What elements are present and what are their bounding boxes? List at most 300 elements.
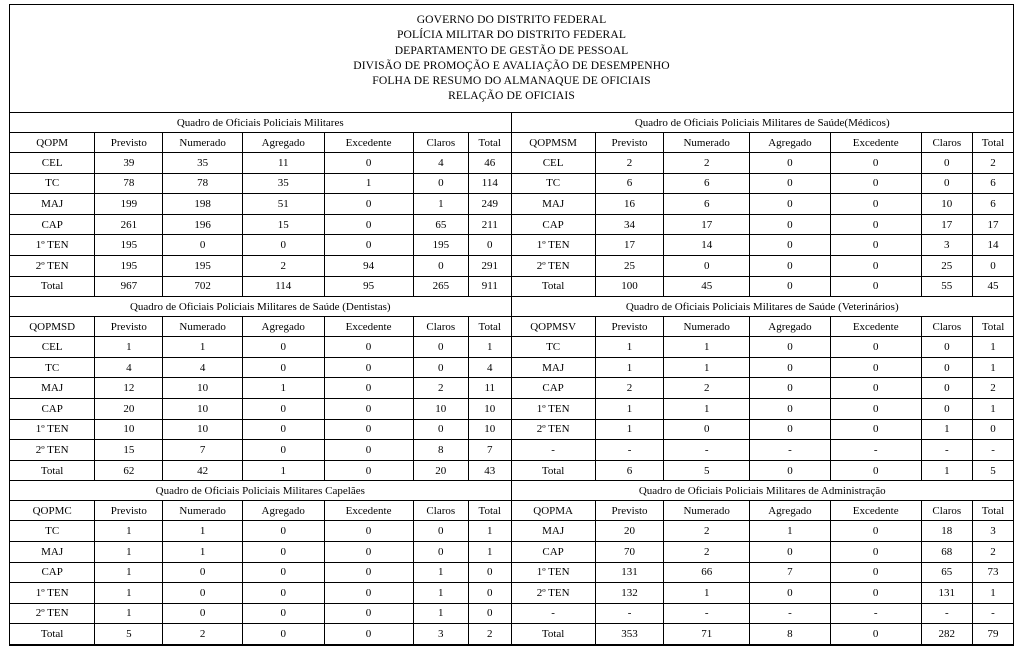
table-cell: 195 xyxy=(163,255,243,276)
table-cell: 78 xyxy=(163,173,243,194)
table-cell: - xyxy=(921,440,972,461)
table-cell: - xyxy=(595,440,664,461)
table-cell: - xyxy=(921,603,972,624)
table-cell: 5 xyxy=(973,460,1013,481)
column-header: Previsto xyxy=(95,317,163,337)
table-cell: 0 xyxy=(324,624,413,645)
table-cell: 702 xyxy=(163,276,243,297)
table-cell: 1 xyxy=(95,583,163,604)
column-header: Numerado xyxy=(163,501,243,521)
table-cell: 10 xyxy=(163,398,243,419)
table-cell: 1º TEN xyxy=(10,583,95,604)
table-cell: 282 xyxy=(921,624,972,645)
table-cell: 2 xyxy=(664,521,750,542)
table-cell: CAP xyxy=(10,214,95,235)
table-cell: 1 xyxy=(413,562,468,583)
table-qopmsd xyxy=(10,296,511,481)
table-cell: 16 xyxy=(595,194,664,215)
table-row xyxy=(512,583,1014,604)
table-cell: 3 xyxy=(973,521,1013,542)
table-cell: 6 xyxy=(595,460,664,481)
table-cell: 0 xyxy=(750,541,831,562)
table-cell: 6 xyxy=(973,173,1013,194)
column-header: Claros xyxy=(921,501,972,521)
table-cell: 11 xyxy=(242,153,324,174)
table-cell: 2 xyxy=(973,153,1013,174)
table-cell: 1 xyxy=(163,541,243,562)
column-header: Previsto xyxy=(95,133,163,153)
table-cell: 25 xyxy=(595,255,664,276)
table-cell: 0 xyxy=(242,235,324,256)
table-cell: 10 xyxy=(413,398,468,419)
table-cell: 0 xyxy=(163,562,243,583)
column-header: Agregado xyxy=(242,317,324,337)
table-cell: 1º TEN xyxy=(512,235,596,256)
column-header: Previsto xyxy=(95,501,163,521)
table-cell: 79 xyxy=(973,624,1013,645)
column-header: Excedente xyxy=(830,133,921,153)
table-cell: 2 xyxy=(595,378,664,399)
table-cell: 10 xyxy=(469,398,511,419)
table-cell: 6 xyxy=(664,173,750,194)
table-cell: 1 xyxy=(469,541,511,562)
table-cell: 0 xyxy=(830,276,921,297)
table-qopmc xyxy=(10,480,511,645)
table-row xyxy=(10,398,511,419)
table-cell: 0 xyxy=(830,194,921,215)
table-cell: 0 xyxy=(830,419,921,440)
table-cell: 0 xyxy=(413,255,468,276)
table-cell: Total xyxy=(512,624,596,645)
table-cell: 0 xyxy=(469,562,511,583)
table-cell: 8 xyxy=(413,440,468,461)
table-cell: 7 xyxy=(750,562,831,583)
column-header: Previsto xyxy=(595,501,664,521)
table-row xyxy=(10,255,511,276)
header-line-department: DEPARTAMENTO DE GESTÃO DE PESSOAL xyxy=(394,43,629,57)
table-cell: 0 xyxy=(242,583,324,604)
table-cell: 62 xyxy=(95,460,163,481)
table-cell: 6 xyxy=(973,194,1013,215)
table-cell: - xyxy=(750,440,831,461)
table-row xyxy=(512,255,1014,276)
table-row xyxy=(512,194,1014,215)
table-cell: 2 xyxy=(469,624,511,645)
column-header: Agregado xyxy=(750,501,831,521)
table-cell: 131 xyxy=(921,583,972,604)
table-cell: 42 xyxy=(163,460,243,481)
table-cell: 2º TEN xyxy=(10,603,95,624)
table-cell: CEL xyxy=(10,153,95,174)
column-header: QOPMSM xyxy=(512,133,596,153)
table-row xyxy=(10,541,511,562)
table-cell: 1 xyxy=(973,398,1013,419)
table-row xyxy=(10,624,511,645)
table-cell: 198 xyxy=(163,194,243,215)
column-header: Numerado xyxy=(664,133,750,153)
table-cell: 2 xyxy=(163,624,243,645)
table-row xyxy=(512,521,1014,542)
table-cell: 1 xyxy=(413,583,468,604)
table-cell: 0 xyxy=(324,235,413,256)
table-cell: 0 xyxy=(664,419,750,440)
table-cell: 0 xyxy=(324,214,413,235)
table-cell: 0 xyxy=(324,194,413,215)
tables-grid xyxy=(10,113,1013,645)
table-cell: 2 xyxy=(595,153,664,174)
table-cell: 2º TEN xyxy=(10,255,95,276)
table-cell: 20 xyxy=(595,521,664,542)
table-qopmsv xyxy=(512,296,1014,481)
table-cell: 65 xyxy=(413,214,468,235)
table-cell: 15 xyxy=(95,440,163,461)
column-header: Previsto xyxy=(595,317,664,337)
table-cell: 0 xyxy=(921,357,972,378)
table-cell: 6 xyxy=(664,194,750,215)
table-cell: 1 xyxy=(664,357,750,378)
table-cell: 5 xyxy=(95,624,163,645)
table-cell: 10 xyxy=(163,419,243,440)
table-cell: 0 xyxy=(973,419,1013,440)
table-cell: 0 xyxy=(242,521,324,542)
header-line-division: DIVISÃO DE PROMOÇÃO E AVALIAÇÃO DE DESEMPENHO xyxy=(353,58,670,72)
table-cell: 132 xyxy=(595,583,664,604)
table-cell: 20 xyxy=(413,460,468,481)
table-row xyxy=(512,357,1014,378)
table-cell: CAP xyxy=(512,541,596,562)
table-cell: 199 xyxy=(95,194,163,215)
table-cell: 95 xyxy=(324,276,413,297)
table-cell: 0 xyxy=(324,562,413,583)
table-row xyxy=(512,624,1014,645)
table-cell: 0 xyxy=(830,624,921,645)
table-cell: 1 xyxy=(595,337,664,358)
table-cell: - xyxy=(664,603,750,624)
table-row xyxy=(512,214,1014,235)
table-cell: 94 xyxy=(324,255,413,276)
table-cell: TC xyxy=(10,173,95,194)
table-cell: 0 xyxy=(163,603,243,624)
table-cell: CAP xyxy=(512,214,596,235)
table-cell: 18 xyxy=(921,521,972,542)
table-cell: TC xyxy=(512,337,596,358)
table-cell: 353 xyxy=(595,624,664,645)
table-cell: Total xyxy=(10,276,95,297)
column-header: Claros xyxy=(413,501,468,521)
column-header: Agregado xyxy=(242,501,324,521)
table-cell: 1 xyxy=(95,337,163,358)
table-cell: 1 xyxy=(242,378,324,399)
table-cell: - xyxy=(830,603,921,624)
table-title: Quadro de Oficiais Policiais Militares Capelães xyxy=(10,481,511,501)
table-cell: 0 xyxy=(242,337,324,358)
table-cell: 14 xyxy=(664,235,750,256)
table-cell: 1 xyxy=(95,521,163,542)
table-cell: 0 xyxy=(750,378,831,399)
column-header: Agregado xyxy=(750,317,831,337)
table-row xyxy=(10,214,511,235)
column-header: Total xyxy=(469,133,511,153)
table-cell: 25 xyxy=(921,255,972,276)
table-row xyxy=(512,378,1014,399)
table-cell: 1 xyxy=(973,337,1013,358)
document xyxy=(9,4,1014,646)
table-cell: 1 xyxy=(595,357,664,378)
table-cell: 0 xyxy=(750,398,831,419)
table-cell: MAJ xyxy=(10,194,95,215)
table-row xyxy=(10,153,511,174)
table-row xyxy=(10,337,511,358)
table-cell: 114 xyxy=(469,173,511,194)
left-column xyxy=(10,113,512,645)
table-cell: 0 xyxy=(242,440,324,461)
table-qopm xyxy=(10,112,511,297)
table-cell: 0 xyxy=(324,440,413,461)
table-row xyxy=(10,276,511,297)
table-row xyxy=(512,603,1014,624)
column-header: QOPMSD xyxy=(10,317,95,337)
column-header: Numerado xyxy=(664,501,750,521)
table-cell: 2 xyxy=(242,255,324,276)
table-cell: 66 xyxy=(664,562,750,583)
table-cell: 1 xyxy=(242,460,324,481)
table-cell: 17 xyxy=(973,214,1013,235)
table-cell: 73 xyxy=(973,562,1013,583)
table-row xyxy=(512,337,1014,358)
table-cell: 0 xyxy=(921,398,972,419)
table-cell: 45 xyxy=(664,276,750,297)
table-cell: 0 xyxy=(324,541,413,562)
table-cell: 4 xyxy=(95,357,163,378)
table-cell: - xyxy=(512,603,596,624)
column-header: Excedente xyxy=(324,317,413,337)
table-cell: 7 xyxy=(163,440,243,461)
table-row xyxy=(512,419,1014,440)
table-cell: 0 xyxy=(750,235,831,256)
table-cell: 0 xyxy=(830,255,921,276)
table-cell: 0 xyxy=(830,521,921,542)
table-cell: - xyxy=(512,440,596,461)
table-cell: 196 xyxy=(163,214,243,235)
table-cell: 211 xyxy=(469,214,511,235)
column-header: Agregado xyxy=(242,133,324,153)
table-cell: 261 xyxy=(95,214,163,235)
table-cell: 68 xyxy=(921,541,972,562)
table-row xyxy=(10,440,511,461)
table-cell: Total xyxy=(10,624,95,645)
table-cell: 1 xyxy=(595,398,664,419)
table-cell: 0 xyxy=(413,419,468,440)
table-row xyxy=(512,173,1014,194)
table-cell: 0 xyxy=(324,153,413,174)
table-cell: 14 xyxy=(973,235,1013,256)
table-cell: 195 xyxy=(413,235,468,256)
table-cell: 2 xyxy=(664,541,750,562)
header-line-police: POLÍCIA MILITAR DO DISTRITO FEDERAL xyxy=(396,28,627,42)
table-cell: 0 xyxy=(324,521,413,542)
table-cell: 10 xyxy=(95,419,163,440)
table-cell: 0 xyxy=(750,583,831,604)
table-row xyxy=(512,460,1014,481)
table-cell: 0 xyxy=(750,194,831,215)
table-cell: 1 xyxy=(921,419,972,440)
table-cell: 35 xyxy=(242,173,324,194)
table-cell: 20 xyxy=(95,398,163,419)
column-header: Excedente xyxy=(830,317,921,337)
table-cell: 0 xyxy=(163,583,243,604)
table-cell: 8 xyxy=(750,624,831,645)
table-cell: 0 xyxy=(750,276,831,297)
table-cell: 0 xyxy=(324,398,413,419)
column-header: Claros xyxy=(921,317,972,337)
table-cell: 65 xyxy=(921,562,972,583)
table-qopmsm xyxy=(512,112,1014,297)
table-cell: 291 xyxy=(469,255,511,276)
table-cell: 3 xyxy=(413,624,468,645)
table-row xyxy=(512,562,1014,583)
table-cell: 78 xyxy=(95,173,163,194)
table-cell: - xyxy=(595,603,664,624)
table-cell: 12 xyxy=(95,378,163,399)
table-title: Quadro de Oficiais Policiais Militares de Saúde(Médicos) xyxy=(512,113,1014,133)
table-row xyxy=(512,235,1014,256)
table-cell: 114 xyxy=(242,276,324,297)
table-cell: 2º TEN xyxy=(512,419,596,440)
table-cell: 1º TEN xyxy=(10,235,95,256)
table-cell: 1º TEN xyxy=(512,398,596,419)
table-cell: CAP xyxy=(10,562,95,583)
table-cell: MAJ xyxy=(10,378,95,399)
table-cell: 1 xyxy=(664,337,750,358)
table-cell: TC xyxy=(10,357,95,378)
table-cell: 0 xyxy=(830,460,921,481)
table-cell: 1 xyxy=(95,603,163,624)
table-cell: 0 xyxy=(324,378,413,399)
table-row xyxy=(10,235,511,256)
column-header: Total xyxy=(469,501,511,521)
table-cell: 0 xyxy=(324,337,413,358)
table-cell: Total xyxy=(512,460,596,481)
table-row xyxy=(10,194,511,215)
table-cell: 4 xyxy=(163,357,243,378)
table-cell: 10 xyxy=(469,419,511,440)
table-cell: - xyxy=(973,440,1013,461)
table-cell: - xyxy=(750,603,831,624)
table-cell: - xyxy=(664,440,750,461)
table-cell: 34 xyxy=(595,214,664,235)
table-row xyxy=(512,276,1014,297)
table-cell: 11 xyxy=(469,378,511,399)
table-cell: 0 xyxy=(750,173,831,194)
table-cell: 0 xyxy=(830,173,921,194)
column-header: Claros xyxy=(921,133,972,153)
table-row xyxy=(512,153,1014,174)
table-cell: 249 xyxy=(469,194,511,215)
table-cell: 10 xyxy=(921,194,972,215)
table-cell: CEL xyxy=(10,337,95,358)
table-cell: 1 xyxy=(664,398,750,419)
column-header: QOPMC xyxy=(10,501,95,521)
table-cell: 0 xyxy=(830,357,921,378)
table-cell: 1 xyxy=(973,583,1013,604)
table-cell: 0 xyxy=(324,419,413,440)
table-cell: 265 xyxy=(413,276,468,297)
table-cell: 0 xyxy=(242,419,324,440)
table-cell: 0 xyxy=(921,153,972,174)
table-row xyxy=(10,460,511,481)
table-cell: 195 xyxy=(95,235,163,256)
table-cell: 2 xyxy=(973,378,1013,399)
column-header: Claros xyxy=(413,133,468,153)
table-cell: 10 xyxy=(163,378,243,399)
table-cell: 0 xyxy=(750,255,831,276)
table-cell: 0 xyxy=(413,357,468,378)
header-line-government: GOVERNO DO DISTRITO FEDERAL xyxy=(416,13,607,26)
column-header: QOPMA xyxy=(512,501,596,521)
table-cell: 0 xyxy=(830,541,921,562)
table-cell: 2 xyxy=(664,378,750,399)
table-cell: 45 xyxy=(973,276,1013,297)
table-cell: 1 xyxy=(595,419,664,440)
table-cell: 71 xyxy=(664,624,750,645)
table-cell: Total xyxy=(10,460,95,481)
table-cell: 0 xyxy=(469,603,511,624)
table-cell: 35 xyxy=(163,153,243,174)
column-header: Previsto xyxy=(595,133,664,153)
table-cell: 4 xyxy=(469,357,511,378)
table-cell: 2º TEN xyxy=(10,440,95,461)
table-cell: 15 xyxy=(242,214,324,235)
table-cell: 0 xyxy=(324,357,413,378)
table-cell: 43 xyxy=(469,460,511,481)
column-header: Agregado xyxy=(750,133,831,153)
table-cell: 0 xyxy=(324,583,413,604)
table-cell: 911 xyxy=(469,276,511,297)
table-cell: 1º TEN xyxy=(10,419,95,440)
table-cell: 17 xyxy=(921,214,972,235)
table-cell: 0 xyxy=(830,583,921,604)
table-cell: 0 xyxy=(413,521,468,542)
table-cell: 0 xyxy=(830,153,921,174)
table-row xyxy=(10,562,511,583)
table-cell: MAJ xyxy=(512,357,596,378)
table-cell: MAJ xyxy=(512,521,596,542)
table-cell: - xyxy=(973,603,1013,624)
table-cell: 1 xyxy=(469,337,511,358)
column-header: Total xyxy=(973,501,1013,521)
table-cell: 0 xyxy=(750,419,831,440)
table-cell: 0 xyxy=(242,398,324,419)
table-cell: 2 xyxy=(973,541,1013,562)
table-row xyxy=(10,173,511,194)
column-header: Total xyxy=(973,133,1013,153)
table-row xyxy=(512,398,1014,419)
table-cell: 0 xyxy=(242,562,324,583)
column-header: QOPMSV xyxy=(512,317,596,337)
table-cell: TC xyxy=(512,173,596,194)
table-cell: 0 xyxy=(413,337,468,358)
table-cell: 1 xyxy=(413,603,468,624)
table-cell: 0 xyxy=(973,255,1013,276)
column-header: Excedente xyxy=(324,501,413,521)
header-line-summary: FOLHA DE RESUMO DO ALMANAQUE DE OFICIAIS xyxy=(372,74,651,88)
table-cell: 0 xyxy=(750,460,831,481)
table-cell: 1 xyxy=(973,357,1013,378)
table-row xyxy=(10,583,511,604)
table-cell: 0 xyxy=(324,603,413,624)
table-cell: 0 xyxy=(163,235,243,256)
table-title: Quadro de Oficiais Policiais Militares de Administração xyxy=(512,481,1014,501)
